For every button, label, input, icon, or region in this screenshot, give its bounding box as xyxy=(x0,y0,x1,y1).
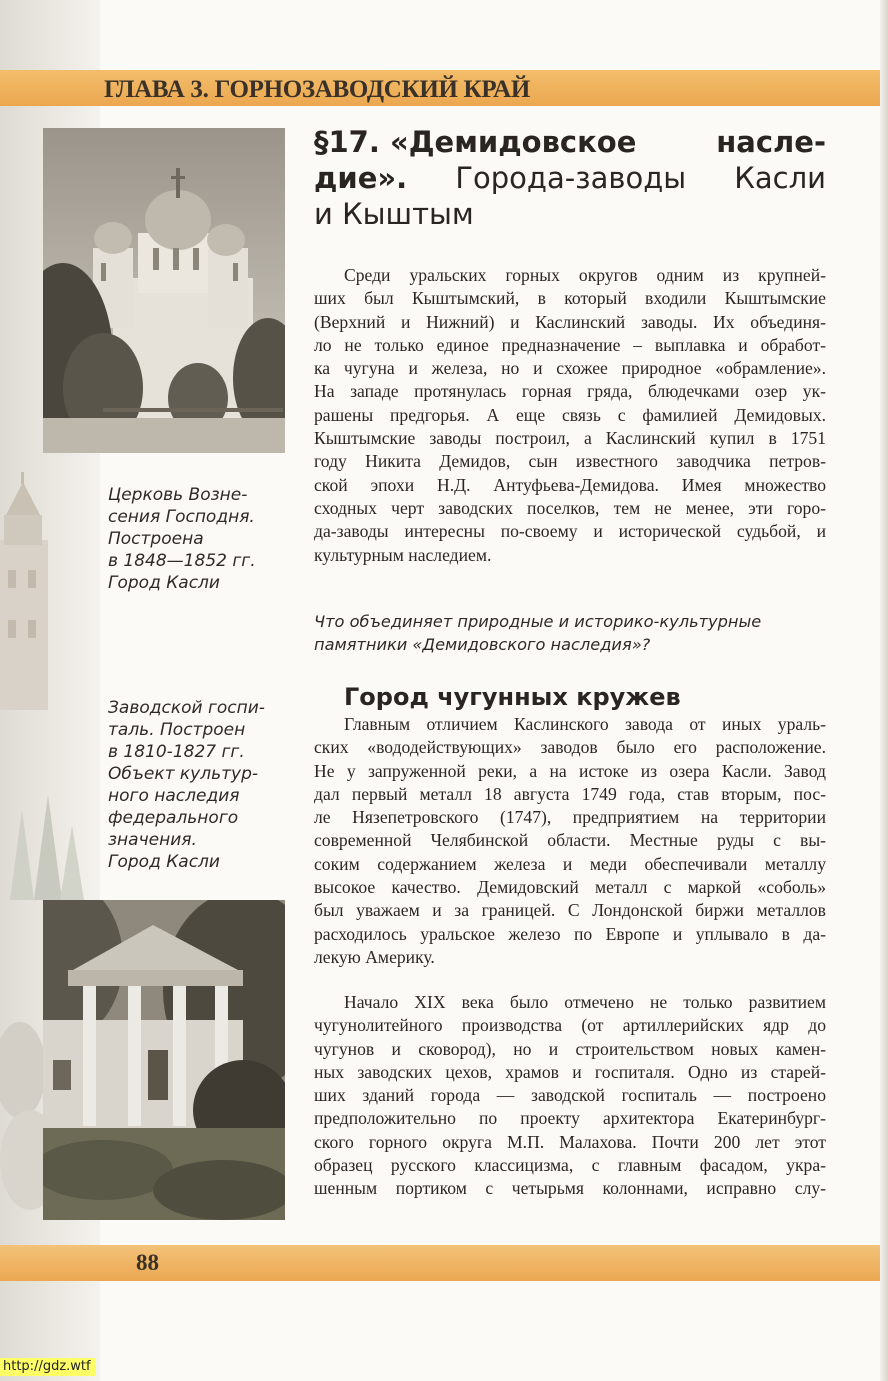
text-line: культурным наследием. xyxy=(314,544,492,565)
watermark-link[interactable]: http://gdz.wtf xyxy=(0,1358,96,1376)
text-line: ских «вододействующих» заводов было его расположение. xyxy=(314,737,826,758)
ghost-tower-illustration xyxy=(0,470,80,710)
title-part: насле- xyxy=(716,125,826,159)
church-caption xyxy=(108,484,256,594)
text-line: шенным портиком с четырьмя колоннами, исправно слу- xyxy=(314,1178,826,1199)
text-line: Не у запруженной реки, а на истоке из озера Касли. Завод xyxy=(314,760,826,781)
caption-line: в 1810-1827 гг. xyxy=(108,742,245,762)
text-line: соким содержанием железа и меди обеспечивали металлу xyxy=(314,853,826,874)
text-line: Кыштымские заводы построил, а Каслинский купил в 1751 xyxy=(314,428,826,449)
review-question xyxy=(314,610,826,656)
text-line: расходилось уральское железо по Европе и уплывало в да- xyxy=(314,923,826,944)
text-line: современной Челябинской области. Местные руды с вы- xyxy=(314,830,826,851)
caption-line: Церковь Возне- xyxy=(108,485,248,505)
text-line: ло не только единое предназначение – выплавка и обработ- xyxy=(314,334,826,355)
text-line: Начало XIX века было отмечено не только развитием xyxy=(344,992,826,1012)
text-line: был уважаем и за границей. С Лондонской биржи металлов xyxy=(314,900,826,921)
text-line: предположительно по проекту архитектора Екатеринбург- xyxy=(314,1108,826,1129)
text-line: ших был Кыштымский, в который входили Кыштымские xyxy=(314,288,826,309)
text-line: ных заводских цехов, храмов и госпиталя. Одно из старей- xyxy=(314,1061,826,1082)
text-line: ле Нязепетровского (1747), предприятием на территории xyxy=(314,807,826,828)
caption-line: в 1848—1852 гг. xyxy=(108,551,256,571)
text-line: рашены предгорья. А еще связь с фамилией Демидовых. xyxy=(314,404,826,425)
church-photo xyxy=(43,128,285,453)
hospital-photo xyxy=(43,900,285,1220)
page-edge-shadow xyxy=(880,0,888,1381)
text-line: дал первый металл 18 августа 1749 года, став вторым, пос- xyxy=(314,783,826,804)
question-line: памятники «Демидовского наследия»? xyxy=(314,635,651,654)
caption-line: сения Господня. xyxy=(108,507,255,527)
caption-line: Город Касли xyxy=(108,852,220,872)
text-line: лекую Америку. xyxy=(314,946,435,967)
title-part: и Кыштым xyxy=(314,197,474,231)
text-line: образец русского классицизма, с главным фасадом, укра- xyxy=(314,1155,826,1176)
caption-line: Заводской госпи- xyxy=(108,698,265,718)
text-line: чугунолитейного производства (от артиллерийских ядр до xyxy=(314,1015,826,1036)
caption-line: Объект культур- xyxy=(108,764,259,784)
text-line: Главным отличием Каслинского завода от иных ураль- xyxy=(344,714,826,734)
text-line: да-заводы интересны по-своему и исторической судьбой, и xyxy=(314,521,826,542)
text-line: (Верхний и Нижний) и Каслинский заводы. Их объединя- xyxy=(314,311,826,332)
title-part: Города-заводы xyxy=(455,161,687,195)
text-line: чугунов и сковород), но и строительством новых камен- xyxy=(314,1038,826,1059)
ghost-trees-illustration xyxy=(0,790,95,900)
caption-line: Город Касли xyxy=(108,573,220,593)
caption-line: Построена xyxy=(108,529,204,549)
paragraph-1 xyxy=(314,264,826,567)
subheading: Город чугунных кружев xyxy=(344,683,681,711)
paragraph-3 xyxy=(314,991,826,1201)
paragraph-2 xyxy=(314,713,826,969)
text-line: ших зданий города — заводской госпиталь — построено xyxy=(314,1085,826,1106)
text-line: Среди уральских горных округов одним из крупней- xyxy=(344,265,826,285)
caption-line: ного наследия xyxy=(108,786,240,806)
text-line: ка чугуна и железа, но и схожее природное «обрамление». xyxy=(314,358,826,379)
caption-line: таль. Построен xyxy=(108,720,246,740)
text-line: ского горного округа М.П. Малахова. Почти 200 лет этот xyxy=(314,1131,826,1152)
hospital-caption xyxy=(108,697,265,873)
caption-line: федерального xyxy=(108,808,239,828)
title-part: Касли xyxy=(734,161,826,195)
title-part: §17. «Демидовское xyxy=(314,125,637,159)
page-number: 88 xyxy=(136,1250,159,1275)
text-line: сходных черт заводских поселков, тем не менее, эти горо- xyxy=(314,497,826,518)
text-line: высокое качество. Демидовский металл с маркой «соболь» xyxy=(314,877,826,898)
title-part: дие». xyxy=(314,161,408,195)
chapter-title: ГЛАВА 3. ГОРНОЗАВОДСКИЙ КРАЙ xyxy=(104,76,531,103)
text-line: На западе протянулась горная гряда, блюдечками озер ук- xyxy=(314,381,826,402)
section-title xyxy=(314,124,826,232)
caption-line: значения. xyxy=(108,830,197,850)
footer-band xyxy=(0,1245,888,1281)
question-line: Что объединяет природные и историко-культурные xyxy=(314,612,762,631)
text-line: году Никита Демидов, сын известного заводчика петров- xyxy=(314,451,826,472)
text-line: ской эпохи Н.Д. Антуфьева-Демидова. Имея множество xyxy=(314,474,826,495)
